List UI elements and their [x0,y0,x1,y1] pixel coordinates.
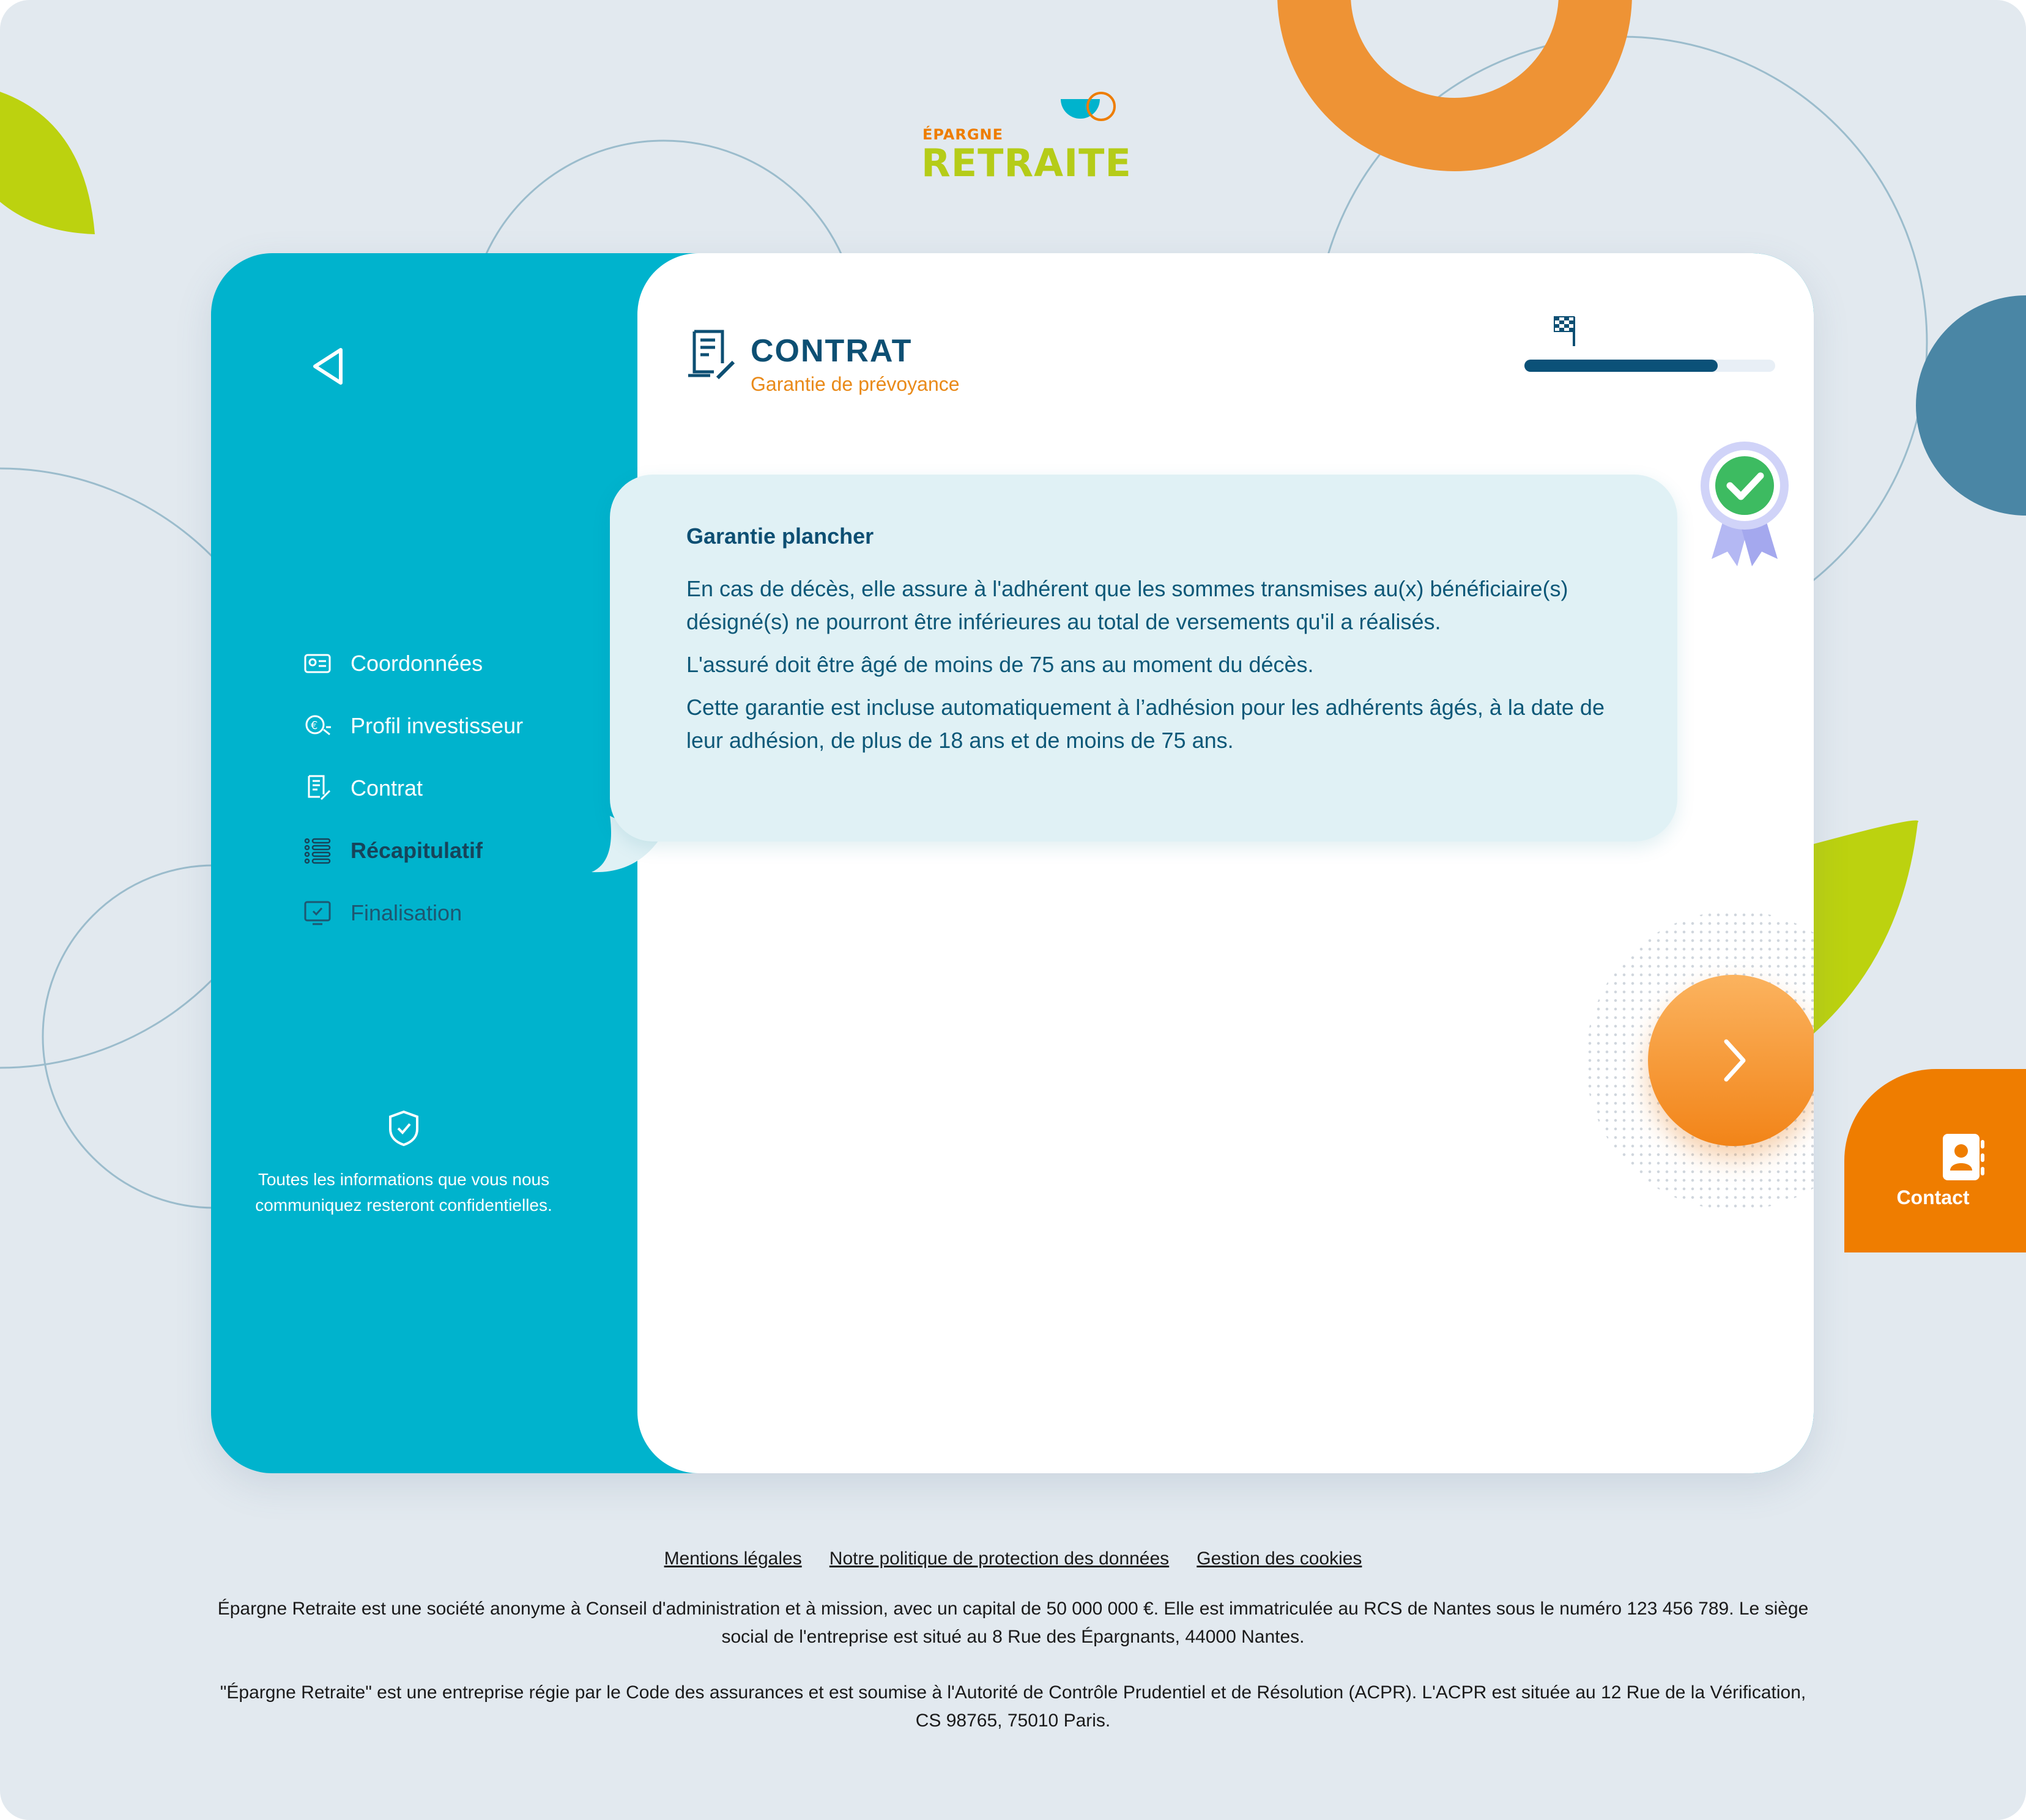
nav-item-contrat[interactable] [303,757,523,819]
wizard-card [211,253,1814,1473]
page-subtitle: Garantie de prévoyance [751,373,960,395]
nav-label-contrat: Contrat [351,775,423,801]
legal-notice-link[interactable]: Mentions légales [664,1548,802,1569]
cookie-settings-link[interactable]: Gestion des cookies [1197,1548,1362,1569]
privacy-notice [248,1109,560,1218]
nav-label-coordonnees: Coordonnées [351,651,483,676]
step-navigation [303,632,523,944]
chevron-right-icon [1715,1033,1752,1088]
info-paragraph: Cette garantie est incluse automatiquement à l’adhésion pour les adhérents âgés, à la date de leur adhésion, de plus de 18 ans et de moins de 75 ans. [686,695,1605,753]
nav-item-coordonnees[interactable] [303,632,523,695]
info-body [686,572,1622,767]
list-icon [303,836,332,865]
nav-item-recapitulatif[interactable] [303,819,523,882]
privacy-text: Toutes les informations que vous nous communiquez resteront confidentielles. [255,1170,552,1215]
shield-check-icon [387,1109,421,1147]
info-bubble [610,475,1677,842]
certified-badge-icon [1690,437,1800,577]
next-button[interactable] [1648,975,1814,1146]
progress-bar [1524,360,1775,372]
svg-text:€: € [311,719,318,732]
privacy-policy-link[interactable]: Notre politique de protection des données [829,1548,1170,1569]
logo-text-big: RETRAITE [921,141,1132,185]
footer-regulation-text: "Épargne Retraite" est une entreprise régie par le Code des assurances et est soumise à l'Autorité de Contrôle Prudentiel et de Résolution (ACPR). L'ACPR est située au 12 Rue de la Vérification, CS 98765, 75010 Paris. [220,1682,1806,1731]
footer-links [0,1548,2026,1569]
contract-icon [303,774,332,803]
info-paragraph: L'assuré doit être âgé de moins de 75 ans au moment du décès. [686,652,1314,677]
logo-mark-icon [1057,92,1118,128]
nav-label-profil: Profil investisseur [351,713,524,738]
nav-item-finalisation[interactable] [303,882,523,944]
back-button[interactable] [303,339,352,394]
info-title: Garantie plancher [686,523,874,549]
page-title: CONTRAT [751,333,913,369]
footer-legal-text: Épargne Retraite est une société anonyme à Conseil d'administration et à mission, avec un capital de 50 000 000 €. Elle est immatriculée au RCS de Nantes sous le numéro 123 456 789. Le siège social de l'entreprise est situé au 8 Rue des Épargnants, 44000 Nantes. [217,1599,1809,1647]
finish-flag-icon [1552,314,1579,347]
logo-text-small: ÉPARGNE [922,126,1004,143]
contract-icon [683,327,738,382]
investor-profile-icon [303,711,332,741]
main-content [637,253,1814,1473]
brand-logo [921,92,1132,185]
nav-item-profil-investisseur[interactable] [303,695,523,757]
nav-label-finalisation: Finalisation [351,900,462,925]
progress-fill [1524,360,1718,372]
id-card-icon [303,649,332,678]
contact-label: Contact [1896,1186,1970,1208]
monitor-check-icon [303,898,332,928]
contact-book-icon [1939,1131,1988,1183]
nav-label-recapitulatif: Récapitulatif [351,838,483,863]
contact-button[interactable] [1844,1069,2026,1252]
info-paragraph: En cas de décès, elle assure à l'adhérent que les sommes transmises au(x) bénéficiaire(s) désigné(s) ne pourront être inférieures au total de versements qu'il a réalisés. [686,576,1568,634]
back-triangle-icon [303,339,352,394]
